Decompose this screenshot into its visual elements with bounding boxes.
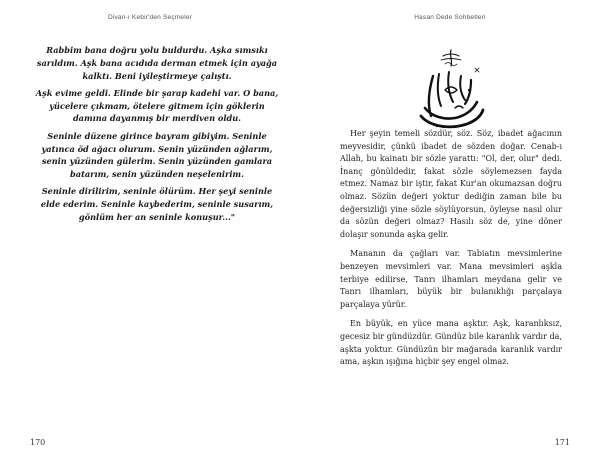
paragraph: Her şeyin temeli sözdür, söz. Söz, ibadet ağacının meyvesidir, çünkü ibadet de sözden doğar. Cenab-ı Allah, bu kainatı bir sözle yarattı: "Ol, der, olur" dedi. İnanç gönüldedir, fakat sözle söylemezsen fayda etmez. Namaz bir iştir, fakat Kur'an okumazsan doğru olmaz. Sözün değeri yoktur dediğin zaman bile bu değersizliği yine sözle söylüyorsun, öyleyse nasıl olur da sözün değeri olmaz? Hasılı söz de, yine döner dolaşır sonunda aşka gelir. [340, 129, 562, 239]
prose-block [340, 128, 562, 376]
poem-stanza: Seninle düzene girince bayram gibiyim. Seninle yatınca öd ağacı olurum. Senin yüzünden ağlarım, senin yüzünden gülerim. Senin yüzünden gamlara batarım, senin yüzünden neşelenirim. [41, 130, 273, 180]
calligraphy-ornament-icon [415, 46, 489, 134]
left-running-head: Divan-ı Kebir'den Seçmeler [107, 14, 193, 21]
poem-stanza: Rabbim bana doğru yolu buldurdu. Aşka sımsıkı sarıldım. Aşk bana acıdıda derman etmek için ayağa kalktı. Beni iyileştirmeye çalıştı. [36, 45, 278, 81]
poem-block [34, 44, 280, 228]
paragraph: En büyük, en yüce mana aşktır. Aşk, karanlıksız, gecesiz bir gündüzdür. Gündüz bile karanlık vardır da, aşkta yoktur. Gündüzün bir mağarada karanlık vardır ama, aşkın ışığına hiçbir şey engel olmaz. [340, 319, 562, 367]
poem-stanza: Seninle dirilirim, seninle ölürüm. Her şeyi seninle elde ederim. Seninle kaybederim, seninle susarım, gönlüm her an seninle konuşur..." [40, 186, 274, 223]
right-running-head: Hasan Dede Sohbetleri [414, 14, 486, 21]
right-page-number: 171 [554, 438, 570, 447]
left-page-number: 170 [30, 438, 46, 447]
poem-stanza: Aşk evime geldi. Elinde bir şarap kadehi var. O bana, yücelere çıkmam, ötelere gitmem için göklerin damına dayanmış bir merdiven oldu. [35, 87, 279, 124]
paragraph: Mananın da çağları var. Tabiatın mevsimlerine benzeyen mevsimleri var. Mana mevsimleri aşkla terbiye edilirse, Tanrı ilhamları meydana gelir ve Tanrı ilhamları, büyük bir bulanıklığı parçalaya parçalaya yürür. [340, 249, 562, 309]
